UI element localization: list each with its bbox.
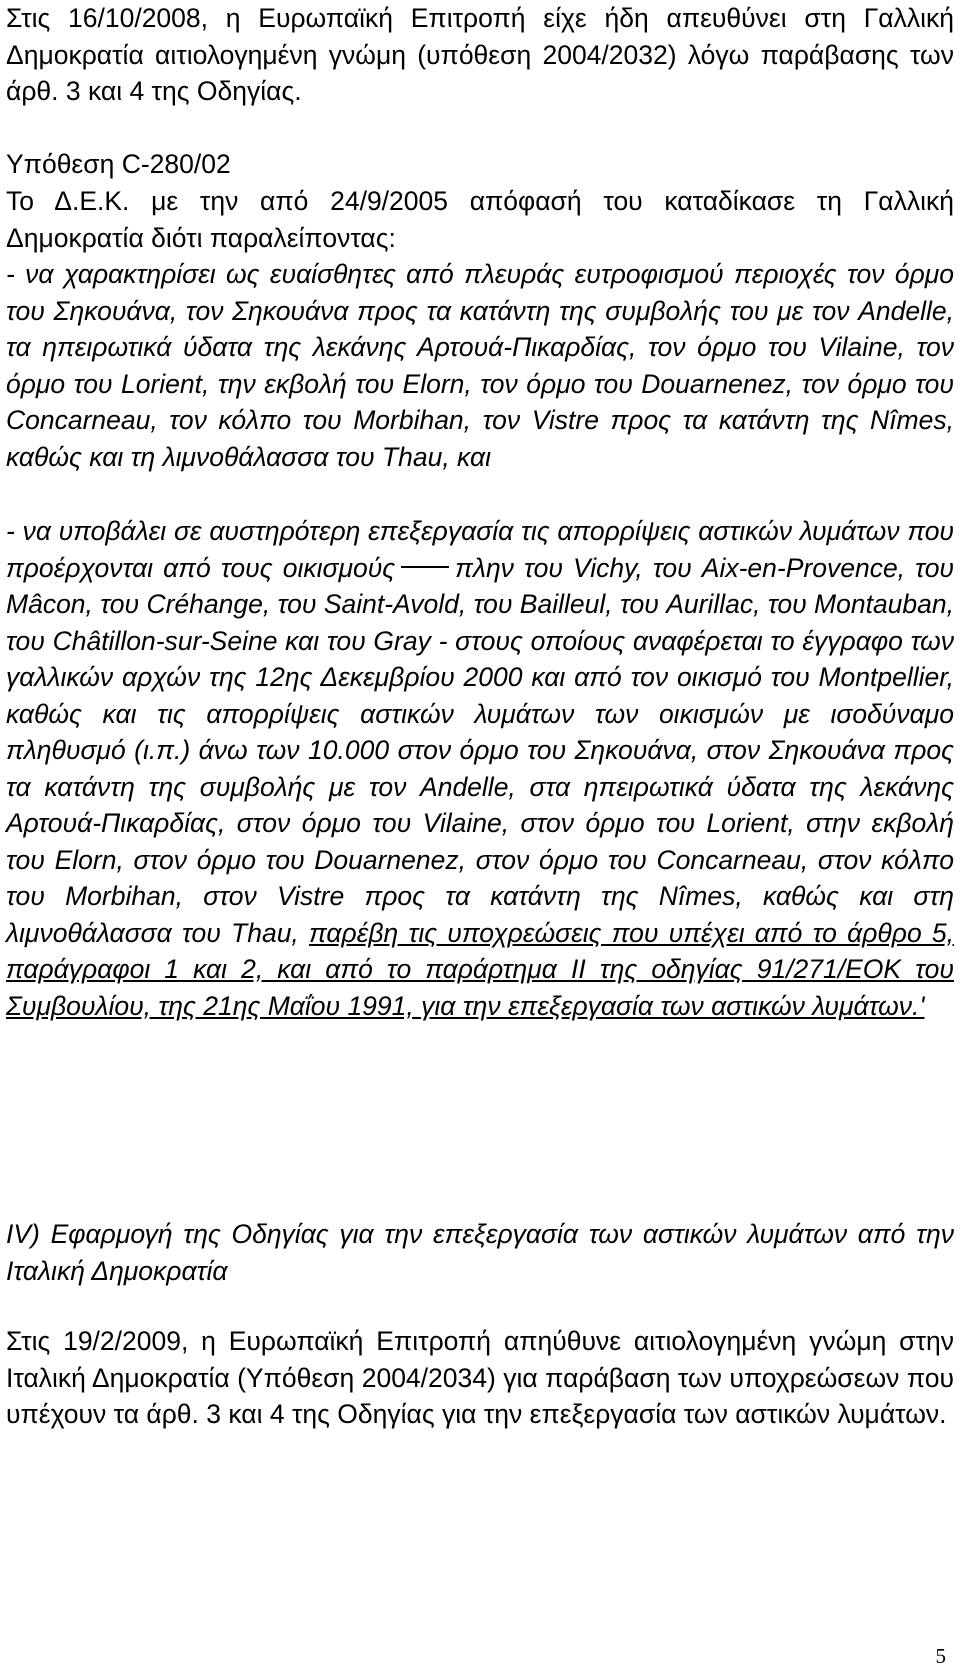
em-dash-rule — [401, 566, 449, 568]
page-number: 5 — [935, 1644, 946, 1668]
ruling-item-1: - να χαρακτηρίσει ως ευαίσθητες από πλευράς ευτροφισμού περιοχές τον όρμο του Σηκουάνα, τον Σηκουάνα προς τα κατάντη της συμβολής του με τον Andelle, τα ηπειρωτικά ύδατα της λεκάνης Αρτουά-Πικαρδίας, τον όρμο του Vilaine, τον όρμο του Lorient, την εκβολή του Elorn, τον όρμο του Douarnenez, τον όρμο του Concarneau, τον κόλπο του Morbihan, τον Vistre προς τα κατάντη της Nîmes, καθώς και τη λιμνοθάλασσα του Thau, και — [6, 259, 954, 472]
intro-paragraph: Στις 16/10/2008, η Ευρωπαϊκή Επιτροπή είχε ήδη απευθύνει στη Γαλλική Δημοκρατία αιτιολογημένη γνώμη (υπόθεση 2004/2032) λόγω παράβασης των άρθ. 3 και 4 της Οδηγίας. — [6, 3, 954, 106]
ruling-item-2-body: πλην του Vichy, του Aix-en-Provence, του Mâcon, του Créhange, του Saint-Avold, του Bailleul, του Aurillac, του Montauban, του Châtillon-sur-Seine και του Gray - στους οποίους αναφέρεται το έγγραφο των γαλλικών αρχών της 12ης Δεκεμβρίου 2000 και από τον οικισμό του Montpellier, καθώς και τις απορρίψεις αστικών λυμάτων των οικισμών με ισοδύναμο πληθυσμό (ι.π.) άνω των 10.000 στον όρμο του Σηκουάνα, στον Σηκουάνα προς τα κατάντη της συμβολής με τον Andelle, στα ηπειρωτικά ύδατα της λεκάνης Αρτουά-Πικαρδίας, στον όρμο του Vilaine, στον όρμο του Lorient, στην εκβολή του Elorn, στον όρμο του Douarnenez, στον όρμο του Concarneau, στον κόλπο του Morbihan, στον Vistre προς τα κατάντη της Nîmes, καθώς και στη λιμνοθάλασσα του Thau, — [6, 552, 954, 948]
ruling-item-2-lead: - να υποβάλει σε αυστηρότερη επεξεργασία τις απορρίψεις αστικών λυμάτων που προέρχονται από τους οικισμούς — [6, 516, 954, 583]
case-heading: Υπόθεση C-280/02 — [6, 149, 231, 179]
ruling-item-2 — [6, 513, 954, 1024]
ruling-intro: Το Δ.Ε.Κ. με την από 24/9/2005 απόφασή του καταδίκασε τη Γαλλική Δημοκρατία διότι παραλείποντας: — [6, 186, 954, 253]
italy-paragraph: Στις 19/2/2009, η Ευρωπαϊκή Επιτροπή απηύθυνε αιτιολογημένη γνώμη στην Ιταλική Δημοκρατία (Υπόθεση 2004/2034) για παράβαση των υποχρεώσεων που υπέχουν τα άρθ. 3 και 4 της Οδηγίας για την επεξεργασία των αστικών λυμάτων. — [6, 1326, 954, 1429]
section-heading: IV) Εφαρμογή της Οδηγίας για την επεξεργασία των αστικών λυμάτων από την Ιταλική Δημοκρατία — [6, 1219, 954, 1286]
ruling-item-2-conclusion: παρέβη τις υποχρεώσεις που υπέχει από το άρθρο 5, παράγραφοι 1 και 2, και από το παράρτημα ΙΙ της οδηγίας 91/271/ΕΟΚ του Συμβουλίου, της 21ης Μαΐου 1991, για την επεξεργασία των αστικών λυμάτων.' — [6, 917, 954, 1021]
